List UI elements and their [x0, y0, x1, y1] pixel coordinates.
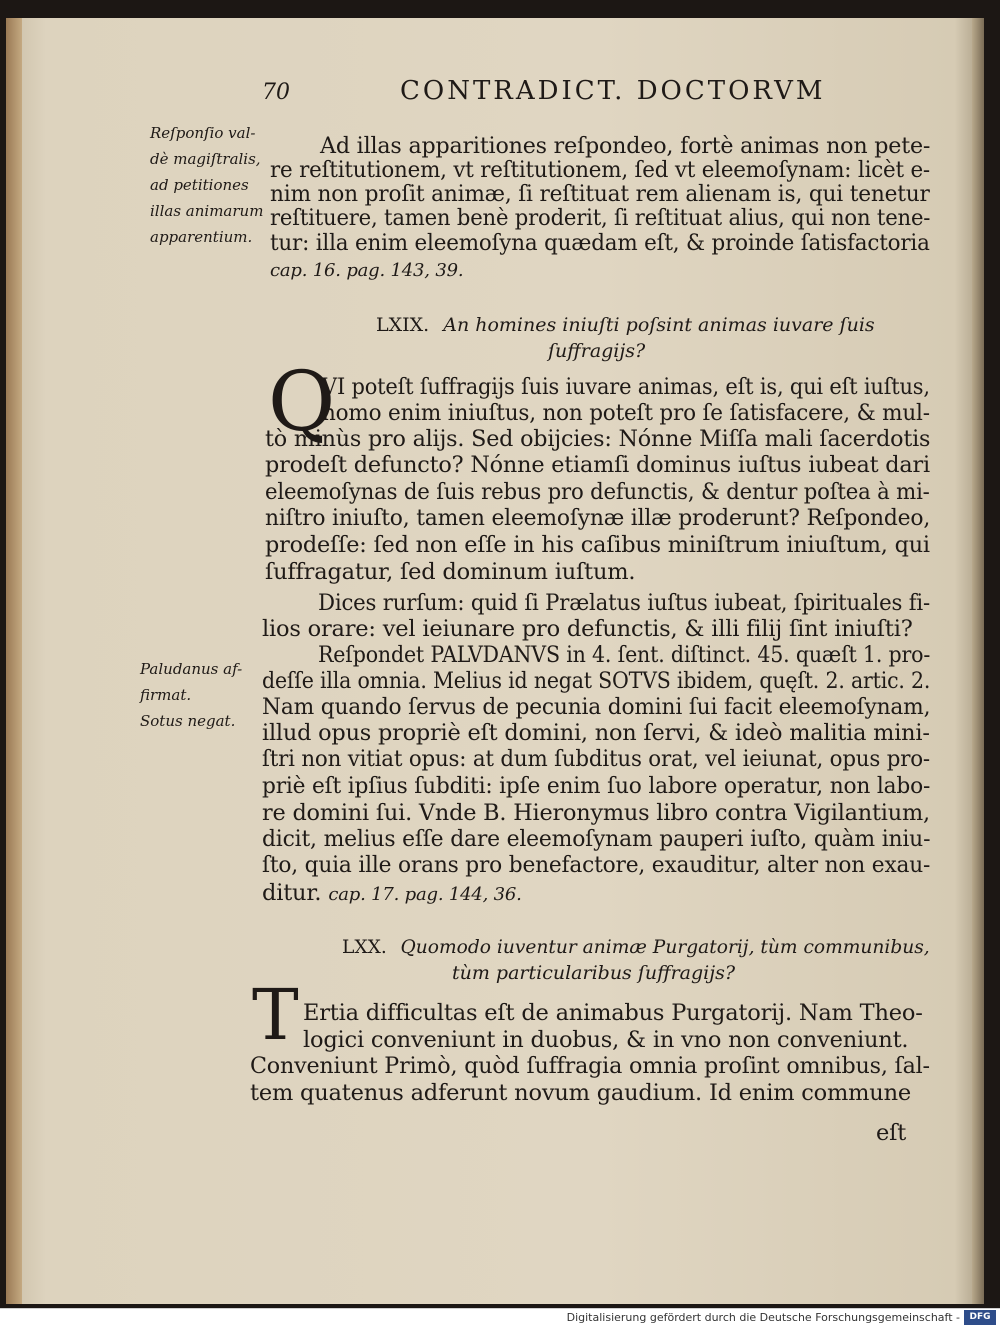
section-title-line: tùm particularibus ſuffragijs?	[452, 962, 736, 984]
text-line: tem quatenus adferunt novum gaudium. Id enim commune	[250, 1080, 911, 1106]
text-line: ſtri non vitiat opus: at dum ſubditus orat, vel ieiunat, opus pro-	[262, 746, 930, 772]
page-spine-edge	[6, 18, 22, 1304]
margin-note-line: ad petitiones	[150, 176, 249, 194]
text-line: tò minùs pro alijs. Sed obijcies: Nónne Miſſa mali ſacerdotis	[265, 426, 931, 452]
text-line: Dices rurſum: quid ſi Prælatus iuſtus iubeat, ſpirituales fi-	[318, 590, 931, 616]
text-line: priè eſt ipſius ſubditi: ipſe enim ſuo labore operatur, non labo-	[262, 773, 931, 799]
text-line: re reſtitutionem, vt reſtitutionem, ſed vt eleemoſynam: licèt e-	[270, 157, 930, 183]
text-line: niſtro iniuſto, tamen eleemoſynæ illæ proderunt? Reſpondeo,	[265, 505, 931, 531]
margin-note-line: apparentium.	[150, 228, 253, 246]
text-line: reſtituere, tamen benè proderit, ſi reſtituat alius, qui non tene-	[270, 205, 931, 231]
text-line	[262, 880, 522, 906]
margin-note-responsio	[150, 120, 263, 250]
text-line: tur: illa enim eleemoſyna quædam eſt, & proinde ſatisfactoria	[270, 230, 930, 256]
text-line: nim non proſit animæ, ſi reſtituat rem alienam is, qui tenetur	[270, 181, 930, 207]
text-line: illud opus propriè eſt domini, non ſervi, & ideò malitia mini-	[262, 720, 930, 746]
text-fragment: ditur.	[262, 880, 322, 906]
text-line: VI poteſt ſuffragijs ſuis iuvare animas, eſt is, qui eſt iuſtus,	[322, 374, 930, 400]
text-line: ſuffragatur, ſed dominum iuſtum.	[265, 559, 636, 585]
section-title-line: An homines iniuſti poſsint animas iuvare ſuis	[443, 314, 875, 336]
section-number: LXIX.	[376, 314, 430, 336]
citation-ref: cap. 17. pag. 144, 36.	[328, 884, 522, 905]
page-right-edge	[972, 18, 984, 1304]
text-line: Reſpondet PALVDANVS in 4. ſent. diſtinct. 45. quæſt 1. pro-	[318, 642, 931, 668]
text-line: re domini ſui. Vnde B. Hieronymus libro contra Vigilantium,	[262, 800, 930, 826]
text-line: logici conveniunt in duobus, & in vno non conveniunt.	[303, 1027, 909, 1053]
margin-note-line: Reſponſio val-	[150, 124, 256, 142]
margin-note-line: firmat.	[140, 686, 192, 704]
running-head: CONTRADICT. DOCTORVM	[400, 76, 826, 106]
text-line: homo enim iniuſtus, non poteſt pro ſe ſatisfacere, & mul-	[322, 400, 930, 426]
text-line: prodeſſe: ſed non eſſe in his caſibus miniſtrum iniuſtum, qui	[265, 532, 930, 558]
citation-ref: cap. 16. pag. 143, 39.	[270, 260, 464, 281]
catchword: eſt	[876, 1120, 907, 1146]
margin-note-paludanus	[140, 656, 242, 734]
section-number: LXX.	[342, 936, 387, 958]
text-line: Ertia difficultas eſt de animabus Purgatorij. Nam Theo-	[303, 1000, 923, 1026]
page-header	[262, 72, 826, 112]
section-heading-lxx	[342, 936, 930, 958]
text-line: eleemoſynas de ſuis rebus pro defunctis, & dentur poſtea à mi-	[265, 479, 930, 505]
margin-note-line: Paludanus af-	[140, 660, 243, 678]
text-line: prodeſt defuncto? Nónne etiamſi dominus iuſtus iubeat dari	[265, 452, 930, 478]
digitization-footer	[0, 1308, 1000, 1327]
page-number: 70	[262, 80, 290, 105]
dfg-logo: DFG	[964, 1310, 996, 1325]
drop-cap: Q	[268, 355, 336, 450]
margin-note-line: dè magiſtralis,	[150, 150, 261, 168]
text-line: Nam quando ſervus de pecunia domini ſui facit eleemoſynam,	[262, 694, 931, 720]
margin-note-line: illas animarum	[150, 202, 264, 220]
footer-credit: Digitalisierung gefördert durch die Deutsche Forschungsgemeinschaft -	[566, 1311, 960, 1324]
section-title-line: ſuffragijs?	[548, 340, 646, 362]
section-heading-lxix	[376, 314, 875, 336]
text-line: lios orare: vel ieiunare pro defunctis, & illi filij ſint iniuſti?	[262, 616, 913, 642]
text-line: dicit, melius eſſe dare eleemoſynam pauperi iuſto, quàm iniu-	[262, 826, 931, 852]
margin-note-line: Sotus negat.	[140, 712, 236, 730]
text-line: ſto, quia ille orans pro benefactore, exauditur, alter non exau-	[262, 852, 931, 878]
text-line: Conveniunt Primò, quòd ſuffragia omnia proſint omnibus, ſal-	[250, 1053, 930, 1079]
section-title-line: Quomodo iuventur animæ Purgatorij, tùm communibus,	[400, 936, 930, 958]
drop-cap: T	[252, 974, 299, 1056]
text-line: Ad illas apparitiones reſpondeo, fortè animas non pete-	[320, 133, 931, 159]
text-line: deſſe illa omnia. Melius id negat SOTVS ibidem, quęſt. 2. artic. 2.	[262, 668, 931, 694]
